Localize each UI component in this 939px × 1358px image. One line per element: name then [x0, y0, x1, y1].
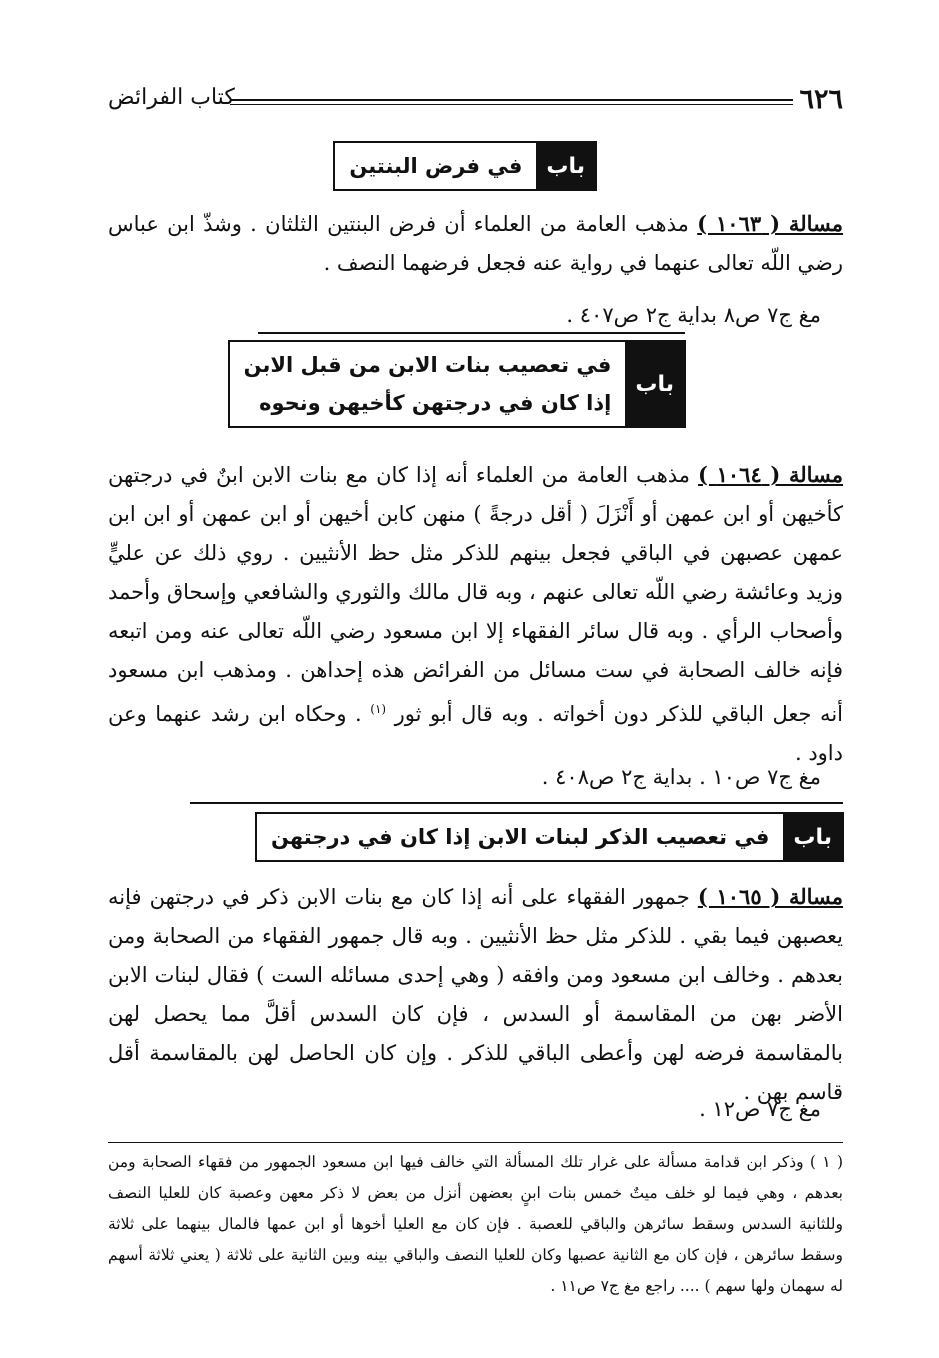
section-separator — [258, 332, 685, 334]
footnote-marker: (١) — [370, 702, 387, 716]
reference-line: مغ ج٧ ص١٠ . بداية ج٢ ص٤٠٨ . — [541, 765, 821, 789]
footnote: ( ١ ) وذكر ابن قدامة مسألة على غرار تلك المسألة التي خالف فيها ابن مسعود الجمهور من فقهاء الصحابة ومن بعدهم ، وهي فيما لو خلف ميتٌ خمس بنات ابنٍ بعضهن أنزل من بعض لا ذكر معهن وعصبة كان للعليا النصف وللثانية السدس وسقط سائرهن والباقي للعصبة . فإن كان مع العليا أخوها أو ابن عمها فالمال بينهما على ثلاثة وسقط سائرهن ، فإن كان مع الثانية عصبها وكان للعليا النصف والباقي بينه وبين الثانية على ثلاثة ( يعني ثلاثة أسهم له سهمان ولها سهم ) .... راجع مغ ج٧ ص١١ . — [108, 1153, 843, 1295]
chapter-tag: باب — [536, 143, 595, 189]
running-title: كتاب الفرائض — [108, 85, 235, 110]
issue-paragraph — [108, 204, 843, 283]
reference-line: مغ ج٧ ص١٢ . — [699, 1097, 821, 1121]
chapter-title-line: في فرض البنتين — [349, 154, 523, 178]
chapter-tag: باب — [625, 342, 684, 426]
chapter-title-line: في تعصيب الذكر لبنات الابن إذا كان في درجتهن — [270, 825, 770, 849]
chapter-title-line: في تعصيب بنات الابن من قبل الابن — [243, 353, 612, 377]
page-number: ٦٢٦ — [799, 84, 843, 115]
chapter-tag: باب — [783, 814, 842, 860]
page-header — [108, 82, 843, 122]
issue-number: مسالة ( ١٠٦٣ ) — [697, 211, 843, 236]
footnote-rule — [108, 1142, 843, 1143]
issue-paragraph — [108, 455, 843, 773]
chapter-title-line: إذا كان في درجتهن كأخيهن ونحوه — [259, 391, 612, 415]
chapter-title — [257, 814, 783, 860]
issue-number: مسالة ( ١٠٦٥ ) — [697, 884, 843, 909]
issue-text: مذهب العامة من العلماء أنه إذا كان مع بنات الابن ابنٌ في درجتهن كأخيهن أو ابن عمهن أو أَنْزَلَ ( أقل درجةً ) منهن كابن أخيهن أو ابن عمهن أو ابن ابن عمهن عصبهن في الباقي فجعل بينهم للذكر مثل حظ الأنثيين . روي ذلك عن عليٍّ وزيد وعائشة رضي اللّه تعالى عنهم ، وبه قال مالك والثوري والشافعي وإسحاق وأحمد وأصحاب الرأي . وبه قال سائر الفقهاء إلا ابن مسعود رضي اللّه تعالى عنه ومن اتبعه فإنه خالف الصحابة في ست مسائل من الفرائض هذه إحداهن . ومذهب ابن مسعود أنه جعل الباقي للذكر دون أخواته . وبه قال أبو ثور — [108, 463, 843, 726]
header-rule — [230, 99, 793, 105]
chapter-heading-box — [255, 812, 844, 862]
issue-text-continued: . وحكاه ابن رشد عنهما وعن داود . — [108, 702, 843, 765]
chapter-title — [335, 143, 536, 189]
reference-line: مغ ج٧ ص٨ بداية ج٢ ص٤٠٧ . — [566, 303, 821, 327]
issue-text: مذهب العامة من العلماء أن فرض البنتين الثلثان . وشذّ ابن عباس رضي اللّه تعالى عنهما في رواية عنه فجعل فرضهما النصف . — [108, 212, 843, 275]
issue-text: جمهور الفقهاء على أنه إذا كان مع بنات الابن ذكر في درجتهن فإنه يعصبهن فيما بقي . للذكر مثل حظ الأنثيين . وبه قال جمهور الفقهاء من الصحابة ومن بعدهم . وخالف ابن مسعود ومن وافقه ( وهي إحدى مسائله الست ) فقال لبنات الابن الأضر بهن من المقاسمة أو السدس ، فإن كان السدس أقلَّ مما يحصل لهن بالمقاسمة فرضه لهن وأعطى الباقي للذكر . وإن كان الحاصل لهن بالمقاسمة أقل قاسم بهن . — [108, 885, 843, 1104]
issue-number: مسالة ( ١٠٦٤ ) — [698, 462, 843, 487]
issue-paragraph — [108, 877, 843, 1112]
chapter-heading-box — [333, 141, 597, 191]
section-separator — [190, 802, 843, 804]
chapter-heading-box — [228, 340, 686, 428]
chapter-title — [230, 342, 626, 426]
